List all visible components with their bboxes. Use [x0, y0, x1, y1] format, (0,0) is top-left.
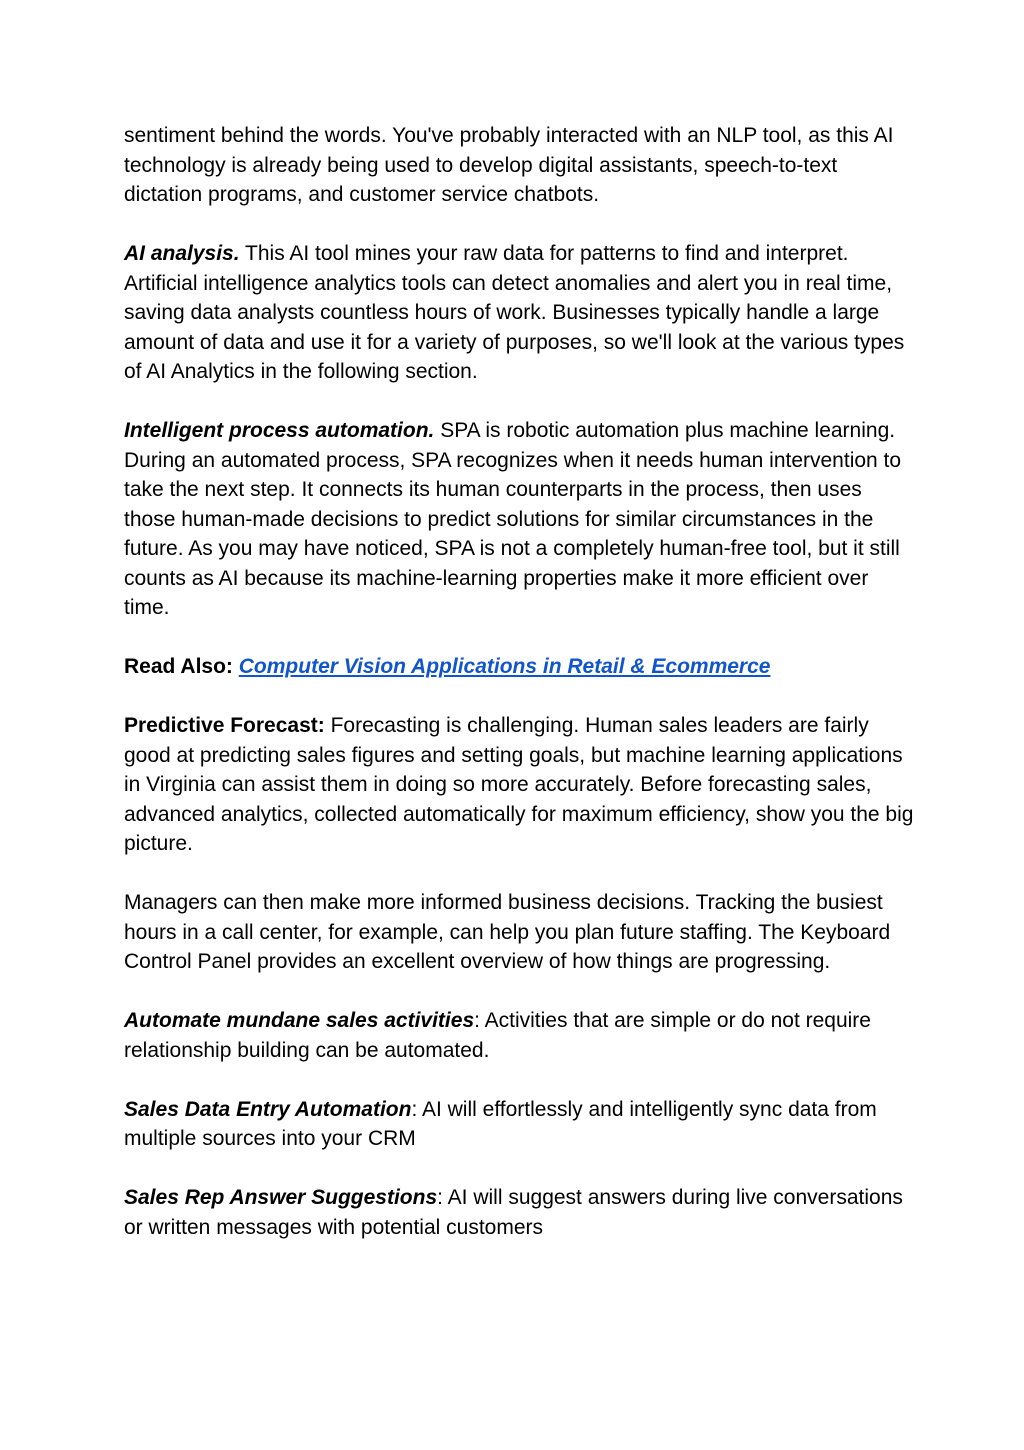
paragraph-text: : AI will suggest answers during live conversations or written messages with potential customers [124, 1186, 903, 1239]
paragraph-managers [124, 888, 914, 977]
paragraph-text: Managers can then make more informed business decisions. Tracking the busiest hours in a call center, for example, can help you plan future staffing. The Keyboard Control Panel provides an excellent overview of how things are progressing. [124, 891, 891, 973]
paragraph-label: Sales Data Entry Automation [124, 1097, 412, 1121]
paragraph-text: : Activities that are simple or do not require relationship building can be automated. [124, 1009, 871, 1062]
paragraph-ai-analysis [124, 239, 914, 387]
paragraph-text: Forecasting is challenging. Human sales leaders are fairly good at predicting sales figures and setting goals, but machine learning applications in Virginia can assist them in doing so more accurately. Before forecasting sales, advanced analytics, collected automatically for maximum efficiency, show you the big picture. [124, 714, 914, 855]
read-also-label: Read Also: [124, 655, 239, 678]
paragraph-sales-rep-answer [124, 1183, 914, 1242]
paragraph-text: This AI tool mines your raw data for patterns to find and interpret. Artificial intelligence analytics tools can detect anomalies and alert you in real time, saving data analysts countless hours of work. Businesses typically handle a large amount of data and use it for a variety of purposes, so we'll look at the various types of AI Analytics in the following section. [124, 242, 905, 383]
paragraph-sales-data-entry [124, 1095, 914, 1154]
paragraph-label: Automate mundane sales activities [124, 1009, 475, 1032]
read-also-link[interactable]: Computer Vision Applications in Retail & Ecommerce [238, 655, 771, 678]
paragraph-label: Predictive Forecast: [124, 714, 325, 737]
document-body [124, 121, 914, 1272]
paragraph-label: Sales Rep Answer Suggestions [124, 1186, 438, 1209]
read-also-line [124, 652, 914, 682]
paragraph-predictive-forecast [124, 711, 914, 859]
paragraph-text: : AI will effortlessly and intelligently sync data from multiple sources into your CRM [124, 1097, 877, 1150]
paragraph-intelligent-process-automation [124, 416, 914, 623]
paragraph-text: SPA is robotic automation plus machine learning. During an automated process, SPA recognizes when it needs human intervention to take the next step. It connects its human counterparts in the process, then uses those human-made decisions to predict solutions for similar circumstances in the future. As you may have noticed, SPA is not a completely human-free tool, but it still counts as AI because its machine-learning properties make it more efficient over time. [124, 419, 902, 619]
paragraph-text: sentiment behind the words. You've probably interacted with an NLP tool, as this AI technology is already being used to develop digital assistants, speech-to-text dictation programs, and customer service chatbots. [124, 124, 894, 206]
paragraph-automate-mundane [124, 1006, 914, 1065]
paragraph-label: Intelligent process automation. [124, 419, 435, 442]
paragraph-nlp-continuation [124, 121, 914, 210]
paragraph-label: AI analysis. [124, 242, 240, 265]
